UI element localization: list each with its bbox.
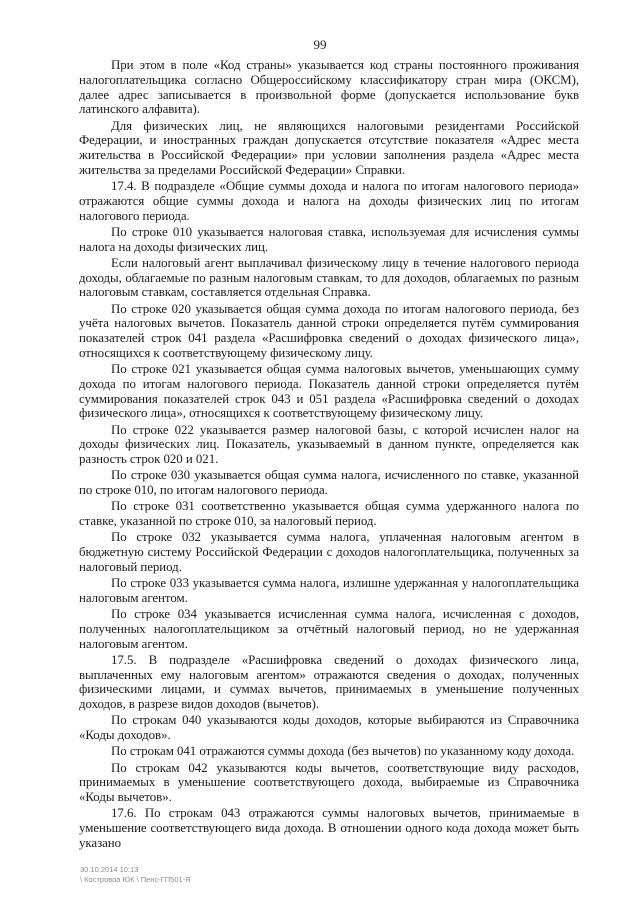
paragraph: Если налоговый агент выплачивал физическому лицу в течение налогового периода доходы, облагаемые по разным налоговым ставкам, то для доходов, облагаемых по разным налоговым ставкам, составляется отдельная Справка. xyxy=(79,255,579,300)
paragraph: По строке 021 указывается общая сумма налоговых вычетов, уменьшающих сумму дохода по итогам налогового периода. Показатель данной строки определяется путём суммирования показателей строк 043 и 051 раздела «Расшифровка сведений о доходах физического лица», относящихся к соответствующему физическому лицу. xyxy=(79,362,579,421)
paragraph: При этом в поле «Код страны» указывается код страны постоянного проживания налогоплательщика согласно Общероссийскому классификатору стран мира (ОКСМ), далее адрес записывается в произвольной форме (допускается использование букв латинского алфавита). xyxy=(79,58,579,117)
paragraph: По строке 010 указывается налоговая ставка, используемая для исчисления суммы налога на доходы физических лиц. xyxy=(79,224,579,254)
paragraph: По строке 033 указывается сумма налога, излишне удержанная у налогоплательщика налоговым агентом. xyxy=(79,576,579,605)
paragraph: По строкам 042 указываются коды вычетов, соответствующие виду расходов, принимаемых в уменьшение соответствующего дохода, выбираемые из Справочника «Коды вычетов». xyxy=(79,760,579,804)
footer-timestamp: 30.10.2014 10:13 xyxy=(80,865,139,874)
document-footer xyxy=(80,865,191,885)
paragraph: По строкам 040 указываются коды доходов, которые выбираются из Справочника «Коды доходов». xyxy=(79,713,579,742)
paragraph: По строке 031 соответственно указывается общая сумма удержанного налога по ставке, указанной по строке 010, за налоговый период. xyxy=(79,499,579,528)
paragraph: По строке 032 указывается сумма налога, уплаченная налоговым агентом в бюджетную систему Российской Федерации с доходов налогоплательщика, полученных за налоговый период. xyxy=(79,530,579,574)
paragraph: По строке 022 указывается размер налоговой базы, с которой исчислен налог на доходы физических лиц. Показатель, указываемый в данном пункте, определяется как разность строк 020 и 021. xyxy=(79,422,579,466)
paragraph: 17.6. По строкам 043 отражаются суммы налоговых вычетов, принимаемые в уменьшение соответствующего вида дохода. В отношении одного кода дохода может быть указано xyxy=(79,806,579,850)
paragraph: По строке 030 указывается общая сумма налога, исчисленного по ставке, указанной по строке 010, по итогам налогового периода. xyxy=(79,468,579,497)
paragraph: 17.4. В подразделе «Общие суммы дохода и налога по итогам налогового периода» отражаются общие суммы дохода и налога на доходы физических лиц по итогам налогового периода. xyxy=(79,179,579,223)
paragraph: 17.5. В подразделе «Расшифровка сведений о доходах физического лица, выплаченных ему налоговым агентом» отражаются сведения о доходах, полученных физическими лицами, и суммах вычетов, принимаемых в уменьшение полученных доходов, в разрезе видов доходов (вычетов). xyxy=(79,652,579,711)
paragraph: По строке 020 указывается общая сумма дохода по итогам налогового периода, без учёта налоговых вычетов. Показатель данной строки определяется путём суммирования показателей строк 041 раздела «Расшифровка сведений о доходах физического лица», относящихся к соответствующему физическому лицу. xyxy=(79,301,579,360)
body-text xyxy=(79,58,579,852)
paragraph: По строкам 041 отражаются суммы дохода (без вычетов) по указанному коду дохода. xyxy=(111,744,575,759)
page-number: 99 xyxy=(313,37,327,52)
paragraph: Для физических лиц, не являющихся налоговыми резидентами Российской Федерации, и иностранных граждан допускается отсутствие показателя «Адрес места жительства в Российской Федерации» при условии заполнения раздела «Адрес места жительства за пределами Российской Федерации» Справки. xyxy=(79,118,579,177)
footer-file-path: \ Костровоа ЮК \ Пенс-ГП501-Я xyxy=(80,875,191,884)
paragraph: По строке 034 указывается исчисленная сумма налога, исчисленная с доходов, полученных налогоплательщиком за отчётный налоговый период, но не удержанная налоговым агентом. xyxy=(79,607,579,651)
